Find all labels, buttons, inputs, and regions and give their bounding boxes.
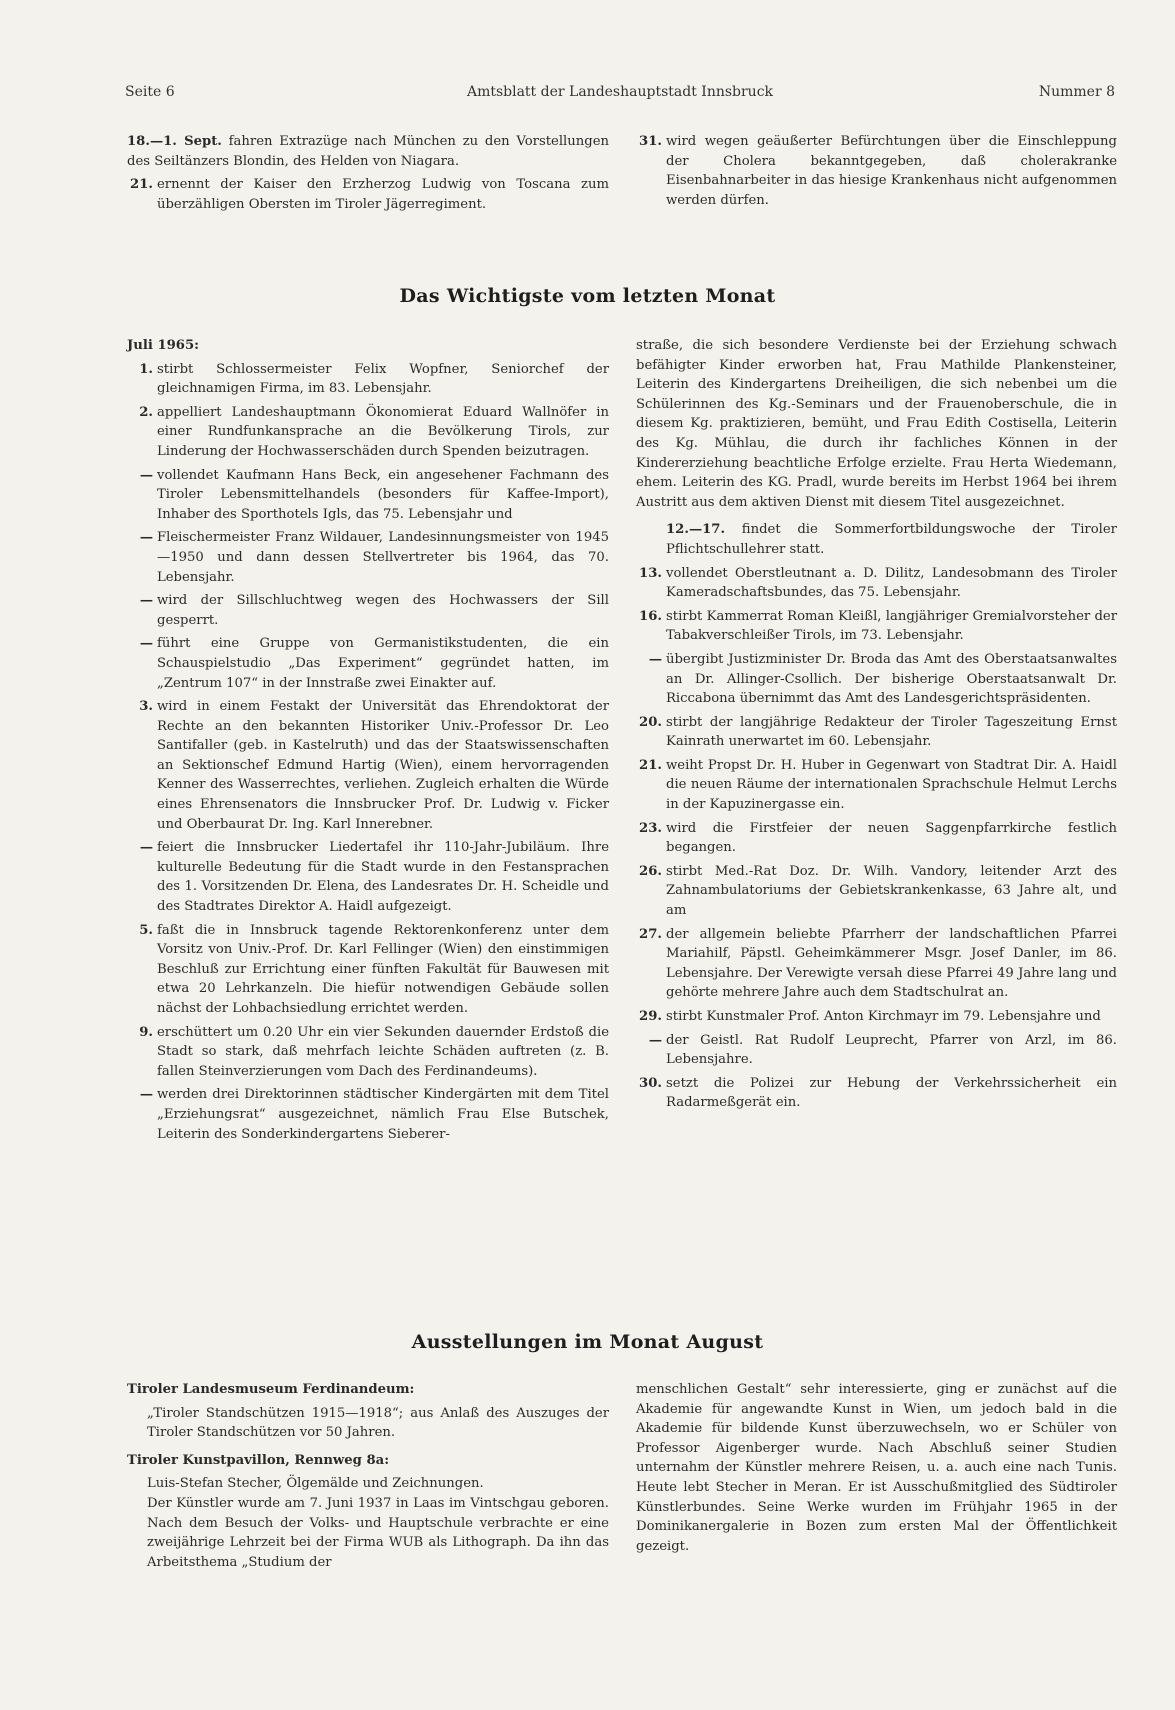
continued-paragraph: straße, die sich besondere Verdienste bei der Erziehung schwach befähigter Kinder erworben hat, Frau Mathilde Plankensteiner, Leiterin des Kindergartens Dreiheiligen, die sich nebenbei um die Schülerinnen des Kg.-Seminars und der Frauenoberschule, die in diesem Kg. praktizieren, bemüht, und Frau Edith Costisella, Leiterin des Kg. Mühlau, die durch ihr fachliches Können in der Kindererziehung beachtliche Erfolge erzielte. Frau Herta Wiedemann, ehem. Leiterin des KG. Pradl, wurde bereits im Herbst 1964 bei ihrem Austritt aus dem aktiven Dienst mit diesem Titel ausgezeichnet.: [636, 338, 1117, 510]
chronicle-entry: 21. ernennt der Kaiser den Erzherzog Ludwig von Toscana zum überzähligen Obersten im Tiroler Jägerregiment.: [130, 177, 609, 212]
artist-biography-continued: menschlichen Gestalt“ sehr interessierte, ging er zunächst auf die Akademie für angewandte Kunst in Wien, um jedoch bald in die Akademie für bildende Kunst überzuwechseln, wo er Schüler von Professor Aigenberger wurde. Nach Abschluß seiner Studien unternahm der Künstler mehrere Reisen, u. a. auch eine nach Tunis. Heute lebt Stecher in Meran. Er ist Ausschußmitglied des Südtiroler Künstlerbundes. Seine Werke wurden im Frühjahr 1965 in der Dominikanergalerie in Bozen zum ersten Mal der Öffentlichkeit gezeigt.: [636, 1382, 1117, 1554]
chronicle-entry: 20. stirbt der langjährige Redakteur der Tiroler Tageszeitung Ernst Kainrath unerwartet im 60. Lebensjahr.: [639, 714, 1117, 750]
chronicle-entry: 5. faßt die in Innsbruck tagende Rektorenkonferenz unter dem Vorsitz von Univ.-Prof. Dr. Karl Fellinger (Wien) den einstimmigen Beschluß zur Errichtung einer fünften Fakultät für Bauwesen mit etwa 20 Lehrkanzeln. Die hiefür notwendigen Gebäude sollen nächst der Lohbachsiedlung errichtet werden.: [139, 922, 609, 1016]
exhibition-description: Luis-Stefan Stecher, Ölgemälde und Zeichnungen.: [147, 1476, 484, 1492]
issue-number: Nummer 8: [1038, 84, 1115, 100]
july-left-column: [127, 336, 609, 1148]
chronicle-entry: 3. wird in einem Festakt der Universität das Ehrendoktorat der Rechte an den bekannten Historiker Univ.-Professor Dr. Leo Santifaller (geb. in Kastelruth) und das der Staatswissenschaften an Sektionschef Edmund Hartig (Wien), einem hervorragenden Kenner des Wasserrechtes, verliehen. Zugleich erhalten die Würde eines Ehrensenators die Innsbrucker Prof. Dr. Ludwig v. Ficker und Oberbaurat Dr. Ing. Karl Innerebner.: [139, 699, 609, 832]
exhibitions-left-column: [127, 1380, 609, 1572]
chronicle-entry: 23. wird die Firstfeier der neuen Saggenpfarrkirche festlich begangen.: [639, 820, 1117, 856]
chronicle-entry: 31. wird wegen geäußerter Befürchtungen über die Einschleppung der Cholera bekanntgegeben, daß cholerakranke Eisenbahnarbeiter in das hiesige Krankenhaus nicht aufgenommen werden dürfen.: [639, 134, 1117, 208]
publication-title: Amtsblatt der Landeshauptstadt Innsbruck: [466, 84, 774, 100]
top-right-column: [636, 132, 1117, 214]
chronicle-entry: 9. erschüttert um 0.20 Uhr ein vier Sekunden dauernder Erdstoß die Stadt so stark, daß mehrfach leichte Schäden auftreten (z. B. fallen Steinverzierungen vom Dach des Ferdinandeums).: [139, 1024, 609, 1079]
exhibition-venue: Tiroler Kunstpavillon, Rennweg 8a:: [127, 1452, 390, 1468]
chronicle-entry: — übergibt Justizminister Dr. Broda das Amt des Oberstaatsanwaltes an Dr. Allinger-Csollich. Der bisherige Oberstaatsanwalt Dr. Riccabona übernimmt das Amt des Landesgerichtspräsidenten.: [648, 651, 1117, 707]
chronicle-entry: — feiert die Innsbrucker Liedertafel ihr 110-Jahr-Jubiläum. Ihre kulturelle Bedeutung für die Stadt wurde in den Festansprachen des 1. Vorsitzenden Dr. Elena, des Landesrates Dr. H. Scheidle und des Stadtrates Direktor A. Haidl aufgezeigt.: [139, 840, 609, 915]
chronicle-entry: 18.—1. Sept. fahren Extrazüge nach München zu den Vorstellungen des Seiltänzers Blondin, des Helden von Niagara.: [127, 134, 609, 169]
exhibition-venue: Tiroler Landesmuseum Ferdinandeum:: [127, 1382, 415, 1397]
chronicle-entry: — Fleischermeister Franz Wildauer, Landesinnungsmeister von 1945—1950 und dann dessen Stellvertreter bis 1964, das 70. Lebensjahr.: [139, 530, 609, 585]
chronicle-entry: 16. stirbt Kammerrat Roman Kleißl, langjähriger Gremialvorsteher der Tabakverschleißer Tirols, im 73. Lebensjahr.: [639, 608, 1117, 644]
chronicle-entry: 1. stirbt Schlossermeister Felix Wopfner, Seniorchef der gleichnamigen Firma, im 83. Lebensjahr.: [139, 361, 609, 397]
chronicle-entry: 12.—17. findet die Sommerfortbildungswoche der Tiroler Pflichtschullehrer statt.: [666, 522, 1117, 557]
chronicle-entry: 21. weiht Propst Dr. H. Huber in Gegenwart von Stadtrat Dir. A. Haidl die neuen Räume der internationalen Sprachschule Helmut Lerchs in der Kapuzinergasse ein.: [639, 757, 1117, 813]
section-title-monat: Das Wichtigste vom letzten Monat: [399, 285, 776, 307]
chronicle-entry: 29. stirbt Kunstmaler Prof. Anton Kirchmayr im 79. Lebensjahre und: [639, 1009, 1101, 1024]
chronicle-entry: 26. stirbt Med.-Rat Doz. Dr. Wilh. Vandory, leitender Arzt des Zahnambulatoriums der Gebietskrankenkasse, 63 Jahre alt, und am: [639, 863, 1117, 919]
month-label: Juli 1965:: [127, 338, 200, 353]
chronicle-entry: — der Geistl. Rat Rudolf Leuprecht, Pfarrer von Arzl, im 86. Lebensjahre.: [648, 1032, 1117, 1068]
chronicle-entry: 27. der allgemein beliebte Pfarrherr der landschaftlichen Pfarrei Mariahilf, Päpstl. Geheimkämmerer Msgr. Josef Danler, im 86. Lebensjahre. Der Verewigte versah diese Pfarrei 49 Jahre lang und gehörte mehrere Jahre auch dem Stadtschulrat an.: [639, 926, 1117, 1001]
top-left-column: [127, 132, 609, 218]
exhibitions-right-column: [636, 1380, 1117, 1556]
july-right-column: [636, 336, 1117, 1117]
chronicle-entry: 2. appelliert Landeshauptmann Ökonomierat Eduard Wallnöfer in einer Rundfunkansprache an die Bevölkerung Tirols, zur Linderung der Hochwasserschäden durch Spenden beizutragen.: [139, 404, 609, 459]
chronicle-entry: — wird der Sillschluchtweg wegen des Hochwassers der Sill gesperrt.: [139, 593, 609, 628]
artist-biography: Der Künstler wurde am 7. Juni 1937 in Laas im Vintschgau geboren. Nach dem Besuch der Volks- und Hauptschule verbrachte er eine zweijährige Lehrzeit bei der Firma WUB als Lithograph. Da ihn das Arbeitsthema „Studium der: [147, 1495, 609, 1570]
page-number: Seite 6: [125, 84, 175, 100]
chronicle-entry: 13. vollendet Oberstleutnant a. D. Dilitz, Landesobmann des Tiroler Kameradschaftsbundes, das 75. Lebensjahr.: [639, 565, 1117, 601]
chronicle-entry: 30. setzt die Polizei zur Hebung der Verkehrssicherheit ein Radarmeßgerät ein.: [639, 1075, 1117, 1111]
exhibition-description: „Tiroler Standschützen 1915—1918“; aus Anlaß des Auszuges der Tiroler Standschützen vor 50 Jahren.: [147, 1405, 609, 1441]
chronicle-entry: — vollendet Kaufmann Hans Beck, ein angesehener Fachmann des Tiroler Lebensmittelhandels (besonders für Kaffee-Import), Inhaber des Sporthotels Igls, das 75. Lebensjahr und: [139, 467, 609, 522]
section-title-ausstellungen: Ausstellungen im Monat August: [411, 1331, 764, 1353]
chronicle-entry: — werden drei Direktorinnen städtischer Kindergärten mit dem Titel „Erziehungsrat“ ausgezeichnet, nämlich Frau Else Butschek, Leiterin des Sonderkindergartens Sieberer-: [139, 1087, 609, 1142]
chronicle-entry: — führt eine Gruppe von Germanistikstudenten, die ein Schauspielstudio „Das Experiment“ gegründet hatten, im „Zentrum 107“ in der Innstraße zwei Einakter auf.: [139, 636, 609, 691]
